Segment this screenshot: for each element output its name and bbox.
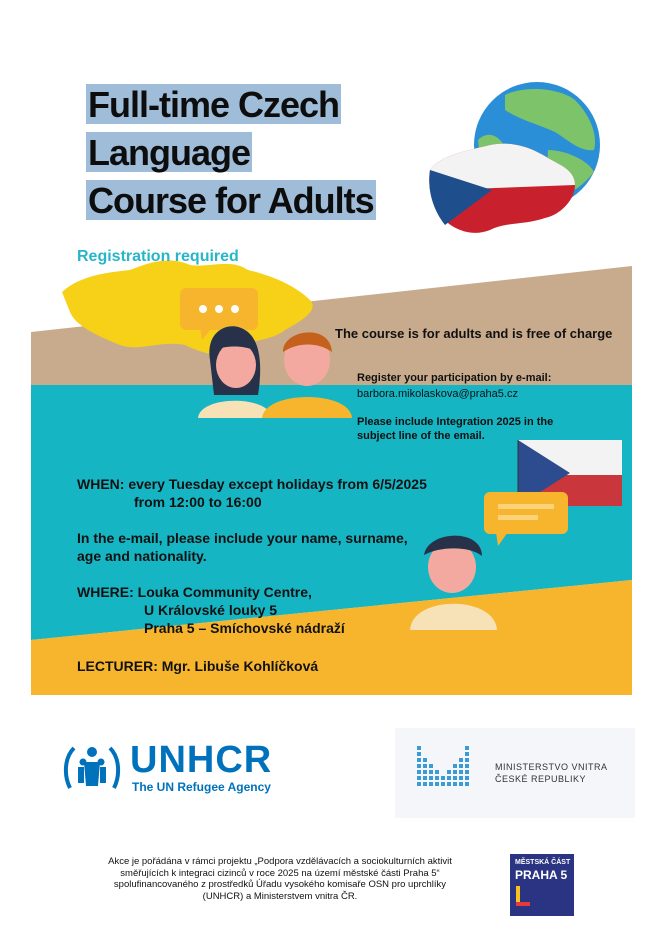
title-line-1: Full-time Czech [88, 84, 340, 125]
footer-line-2: směřujících k integraci cizinců v roce 2025 na území městské části Praha 5“ [120, 867, 440, 879]
where-line-1: WHERE: Louka Community Centre, [77, 584, 312, 600]
title-line-2: Language [88, 132, 251, 173]
unhcr-emblem-icon [62, 740, 122, 796]
praha5-top: MĚSTSKÁ ČÁST [515, 859, 571, 866]
where-line-2: U Královské louky 5 [144, 602, 278, 618]
ministry-line-2: ČESKÉ REPUBLIKY [495, 774, 587, 784]
footer-line-3: spolufinancovaného z prostředků Úřadu vysokého komisaře OSN pro uprchlíky [113, 879, 447, 890]
email-note-line-2: age and nationality. [77, 548, 207, 564]
ministry-logo [395, 728, 635, 818]
footer-note [80, 856, 480, 902]
registration-note: Registration required [77, 248, 239, 265]
unhcr-tagline: The UN Refugee Agency [132, 780, 271, 794]
when-line-2: from 12:00 to 16:00 [134, 494, 262, 510]
unhcr-name: UNHCR [130, 739, 273, 781]
globe-icon [429, 82, 600, 233]
ministry-line-1: MINISTERSTVO VNITRA [495, 762, 608, 772]
unhcr-logo [62, 740, 292, 800]
page-title [86, 84, 376, 228]
praha5-logo [510, 854, 574, 916]
include-line-2: subject line of the email. [357, 430, 485, 442]
praha5-name: PRAHA 5 [515, 868, 568, 882]
when-line-1: WHEN: every Tuesday except holidays from 6/5/2025 [77, 476, 427, 492]
lecturer-text: LECTURER: Mgr. Libuše Kohlíčková [77, 658, 319, 674]
title-line-3: Course for Adults [88, 180, 374, 221]
register-line: Register your participation by e-mail: [357, 372, 552, 384]
footer-line-4: (UNHCR) a Ministerstvem vnitra ČR. [202, 890, 358, 902]
praha5-emblem-icon [516, 886, 540, 910]
ministry-emblem-icon [417, 746, 487, 796]
email-note-line-1: In the e-mail, please include your name, surname, [77, 530, 408, 546]
where-line-3: Praha 5 – Smíchovské nádraží [144, 620, 345, 636]
include-line-1: Please include Integration 2025 in the [357, 416, 554, 428]
intro-text: The course is for adults and is free of charge [335, 326, 613, 341]
register-email-link[interactable]: barbora.mikolaskova@praha5.cz [357, 388, 518, 400]
footer-line-1: Akce je pořádána v rámci projektu „Podpora vzdělávacích a sociokulturních aktivit [108, 856, 452, 867]
